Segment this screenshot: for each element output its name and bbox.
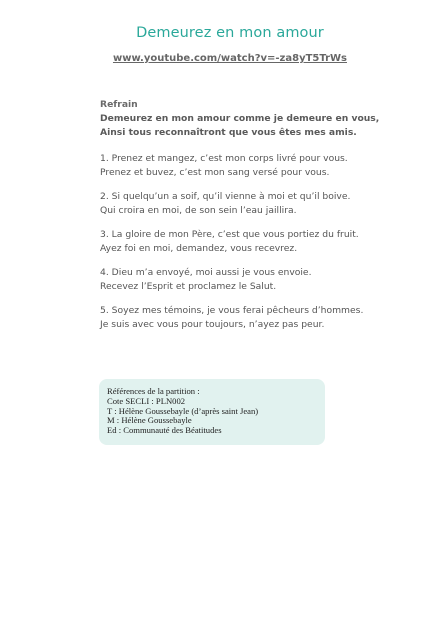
references-editor: Ed : Communauté des Béatitudes xyxy=(107,425,222,436)
verse-line: Prenez et buvez, c’est mon sang versé pour vous. xyxy=(100,167,330,178)
references-cote: Cote SECLI : PLN002 xyxy=(107,395,186,406)
verse-line: 1. Prenez et mangez, c’est mon corps livré pour vous. xyxy=(100,153,348,164)
references-text-author: T : Hélène Goussebayle (d’après saint Jean) xyxy=(107,405,259,416)
verse-3 xyxy=(100,228,420,256)
references-heading: Références de la partition : xyxy=(107,386,200,396)
verse-2 xyxy=(100,190,420,218)
refrain-line: Demeurez en mon amour comme je demeure en vous, xyxy=(100,113,380,124)
verse-line: 4. Dieu m’a envoyé, moi aussi je vous envoie. xyxy=(100,267,312,278)
references-music-author: M : Hélène Goussebayle xyxy=(107,415,192,426)
verse-line: 5. Soyez mes témoins, je vous ferai pêcheurs d’hommes. xyxy=(100,305,364,316)
verse-line: 2. Si quelqu’un a soif, qu’il vienne à moi et qu’il boive. xyxy=(100,191,351,202)
refrain-heading: Refrain xyxy=(100,99,138,110)
page-title: Demeurez en mon amour xyxy=(136,25,324,41)
verse-line: Je suis avec vous pour toujours, n’ayez pas peur. xyxy=(100,319,325,330)
verse-5 xyxy=(100,304,420,332)
verse-line: 3. La gloire de mon Père, c’est que vous portiez du fruit. xyxy=(100,229,359,240)
refrain-line: Ainsi tous reconnaîtront que vous êtes mes amis. xyxy=(100,127,357,138)
verse-line: Qui croira en moi, de son sein l’eau jaillira. xyxy=(100,205,297,216)
verse-4 xyxy=(100,266,420,294)
verse-line: Ayez foi en moi, demandez, vous recevrez. xyxy=(100,243,298,254)
song-lyrics xyxy=(100,98,420,332)
youtube-link[interactable]: www.youtube.com/watch?v=-za8yT5TrWs xyxy=(112,53,347,64)
score-references-box xyxy=(99,379,325,445)
verse-line: Recevez l’Esprit et proclamez le Salut. xyxy=(100,281,277,292)
score-references xyxy=(107,387,258,436)
verse-1 xyxy=(100,152,420,180)
